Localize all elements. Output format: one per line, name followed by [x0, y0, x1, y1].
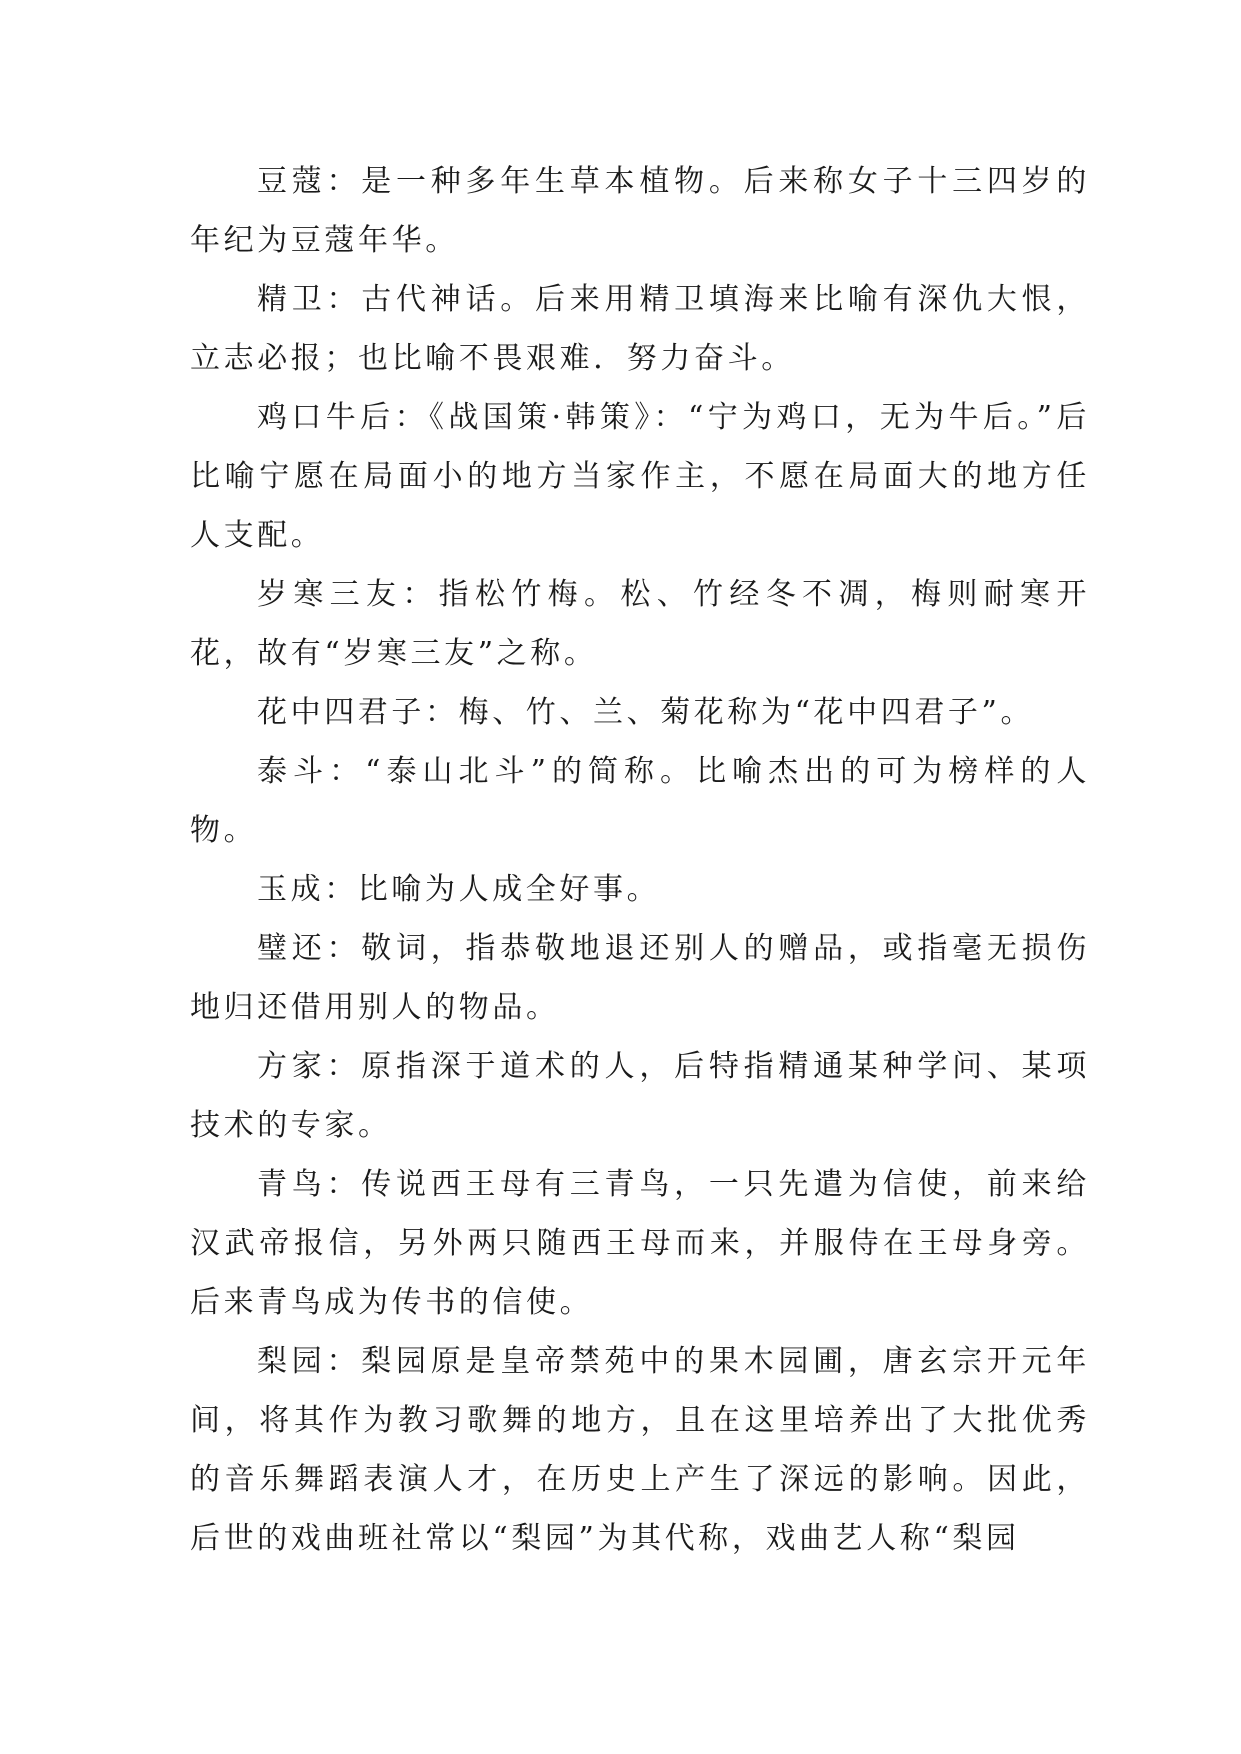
paragraph-qingniao: 青鸟：传说西王母有三青鸟，一只先遣为信使，前来给汉武帝报信，另外两只随西王母而来，并服侍在王母身旁。后来青鸟成为传书的信使。	[190, 1167, 1090, 1320]
paragraph-yucheng: 玉成：比喻为人成全好事。	[257, 872, 661, 907]
paragraph-huazhong-sijunzi: 花中四君子：梅、竹、兰、菊花称为“花中四君子”。	[257, 695, 1035, 730]
paragraph-jingwei: 精卫：古代神话。后来用精卫填海来比喻有深仇大恨，立志必报；也比喻不畏艰难．努力奋斗。	[190, 282, 1090, 376]
paragraph-bihuan: 璧还：敬词，指恭敬地退还别人的赠品，或指毫无损伤地归还借用别人的物品。	[190, 931, 1090, 1025]
paragraph-jikou-niuhou: 鸡口牛后：《战国策·韩策》：“宁为鸡口，无为牛后。”后比喻宁愿在局面小的地方当家作主，不愿在局面大的地方任人支配。	[190, 400, 1090, 553]
paragraph-taidou: 泰斗：“泰山北斗”的简称。比喻杰出的可为榜样的人物。	[190, 754, 1090, 848]
paragraph-suihan-sanyou: 岁寒三友：指松竹梅。松、竹经冬不凋，梅则耐寒开花，故有“岁寒三友”之称。	[190, 577, 1090, 671]
document-body	[190, 152, 1090, 1568]
paragraph-doukou: 豆蔻：是一种多年生草本植物。后来称女子十三四岁的年纪为豆蔻年华。	[190, 164, 1090, 258]
paragraph-fangjia: 方家：原指深于道术的人，后特指精通某种学问、某项技术的专家。	[190, 1049, 1090, 1143]
paragraph-liyuan: 梨园：梨园原是皇帝禁苑中的果木园圃，唐玄宗开元年间，将其作为教习歌舞的地方，且在这里培养出了大批优秀的音乐舞蹈表演人才，在历史上产生了深远的影响。因此，后世的戏曲班社常以“梨园”为其代称，戏曲艺人称“梨园	[190, 1344, 1090, 1556]
